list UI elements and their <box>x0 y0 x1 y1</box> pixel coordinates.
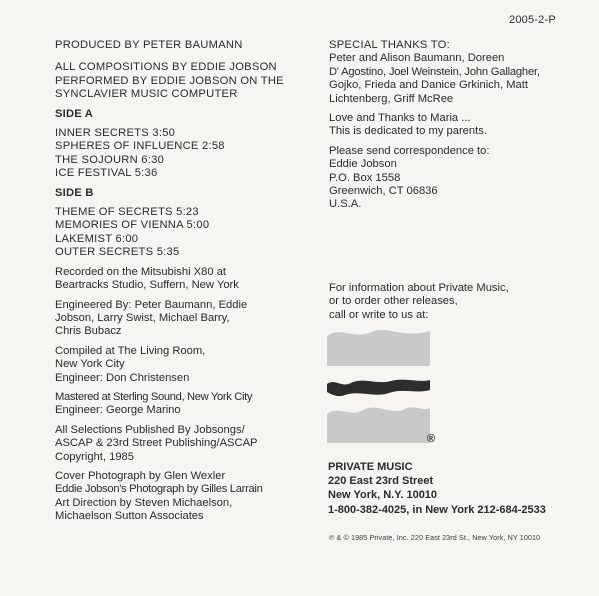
track-item: SPHERES OF INFLUENCE 2:58 <box>55 140 225 153</box>
engineered-line: Engineered By: Peter Baumann, Eddie <box>55 298 248 311</box>
legal-notice: ℗ & © 1985 Private, Inc. 220 East 23rd St., New York, NY 10010 <box>329 533 541 542</box>
track-item: THEME OF SECRETS 5:23 <box>55 206 199 219</box>
recorded-line: Recorded on the Mitsubishi X80 at <box>55 265 227 278</box>
correspondence-line: U.S.A. <box>329 198 362 211</box>
side-b-heading: SIDE B <box>55 186 94 199</box>
thanks-line: D' Agostino, Joel Weinstein, John Gallagher, <box>329 65 540 78</box>
track-item: ICE FESTIVAL 5:36 <box>55 167 158 180</box>
track-item: LAKEMIST 6:00 <box>55 232 139 245</box>
correspondence-line: P.O. Box 1558 <box>329 171 401 184</box>
label-address <box>328 460 546 517</box>
registered-mark: ® <box>427 433 436 445</box>
compiled-line: Compiled at The Living Room, <box>55 344 206 357</box>
published-line: Copyright, 1985 <box>55 450 134 463</box>
correspondence-line: Greenwich, CT 06836 <box>329 185 438 198</box>
published-line: All Selections Published By Jobsongs/ <box>55 423 245 436</box>
catalog-number: 2005-2-P <box>509 14 556 26</box>
photo-credit-line: Cover Photograph by Glen Wexler <box>55 469 226 482</box>
info-column <box>329 39 591 212</box>
engineered-line: Chris Bubacz <box>55 325 122 338</box>
thanks-line: Lichtenberg, Griff McRee <box>329 92 454 105</box>
engineered-line: Jobson, Larry Swist, Michael Barry, <box>55 311 230 324</box>
info-line: For information about Private Music, <box>329 282 509 294</box>
recorded-line: Beartracks Studio, Suffern, New York <box>55 279 239 292</box>
produced-by: PRODUCED BY PETER BAUMANN <box>55 39 243 51</box>
thanks-heading: SPECIAL THANKS TO: <box>329 39 450 51</box>
private-music-logo <box>327 328 430 443</box>
info-line: or to order other releases, <box>329 295 458 308</box>
published-line: ASCAP & 23rd Street Publishing/ASCAP <box>55 437 258 450</box>
label-info <box>329 282 509 322</box>
compiled-line: Engineer: Don Christensen <box>55 371 190 384</box>
label-name: PRIVATE MUSIC <box>328 461 413 473</box>
track-item: THE SOJOURN 6:30 <box>55 153 165 166</box>
thanks-line: Gojko, Frieda and Danice Grkinich, Matt <box>329 79 528 92</box>
photo-credit-line: Eddie Jobson's Photograph by Gilles Larrain <box>55 483 263 496</box>
mastered-line: Mastered at Sterling Sound, New York City <box>55 390 253 403</box>
side-a-heading: SIDE A <box>55 107 94 120</box>
credit-line: PERFORMED BY EDDIE JOBSON ON THE <box>55 74 284 87</box>
track-item: OUTER SECRETS 5:35 <box>55 246 180 259</box>
label-street: 220 East 23rd Street <box>328 475 434 488</box>
label-phone: 1-800-382-4025, in New York 212-684-2533 <box>328 503 546 516</box>
compiled-line: New York City <box>55 358 125 371</box>
thanks-line: Peter and Alison Baumann, Doreen <box>329 52 505 65</box>
track-item: MEMORIES OF VIENNA 5:00 <box>55 219 210 232</box>
track-item: INNER SECRETS 3:50 <box>55 127 176 140</box>
photo-credit-line: Michaelson Sutton Associates <box>55 510 204 523</box>
dedication-line: This is dedicated to my parents. <box>329 125 487 138</box>
correspondence-line: Please send correspondence to: <box>329 144 490 157</box>
credit-line: ALL COMPOSITIONS BY EDDIE JOBSON <box>55 61 277 74</box>
dedication-line: Love and Thanks to Maria ... <box>329 112 471 125</box>
credits-column <box>55 39 317 524</box>
correspondence-line: Eddie Jobson <box>329 158 397 171</box>
label-city: New York, N.Y. 10010 <box>328 489 438 502</box>
mastered-line: Engineer: George Marino <box>55 404 181 417</box>
info-line: call or write to us at: <box>329 308 429 321</box>
photo-credit-line: Art Direction by Steven Michaelson, <box>55 496 233 509</box>
credit-line: SYNCLAVIER MUSIC COMPUTER <box>55 88 238 101</box>
